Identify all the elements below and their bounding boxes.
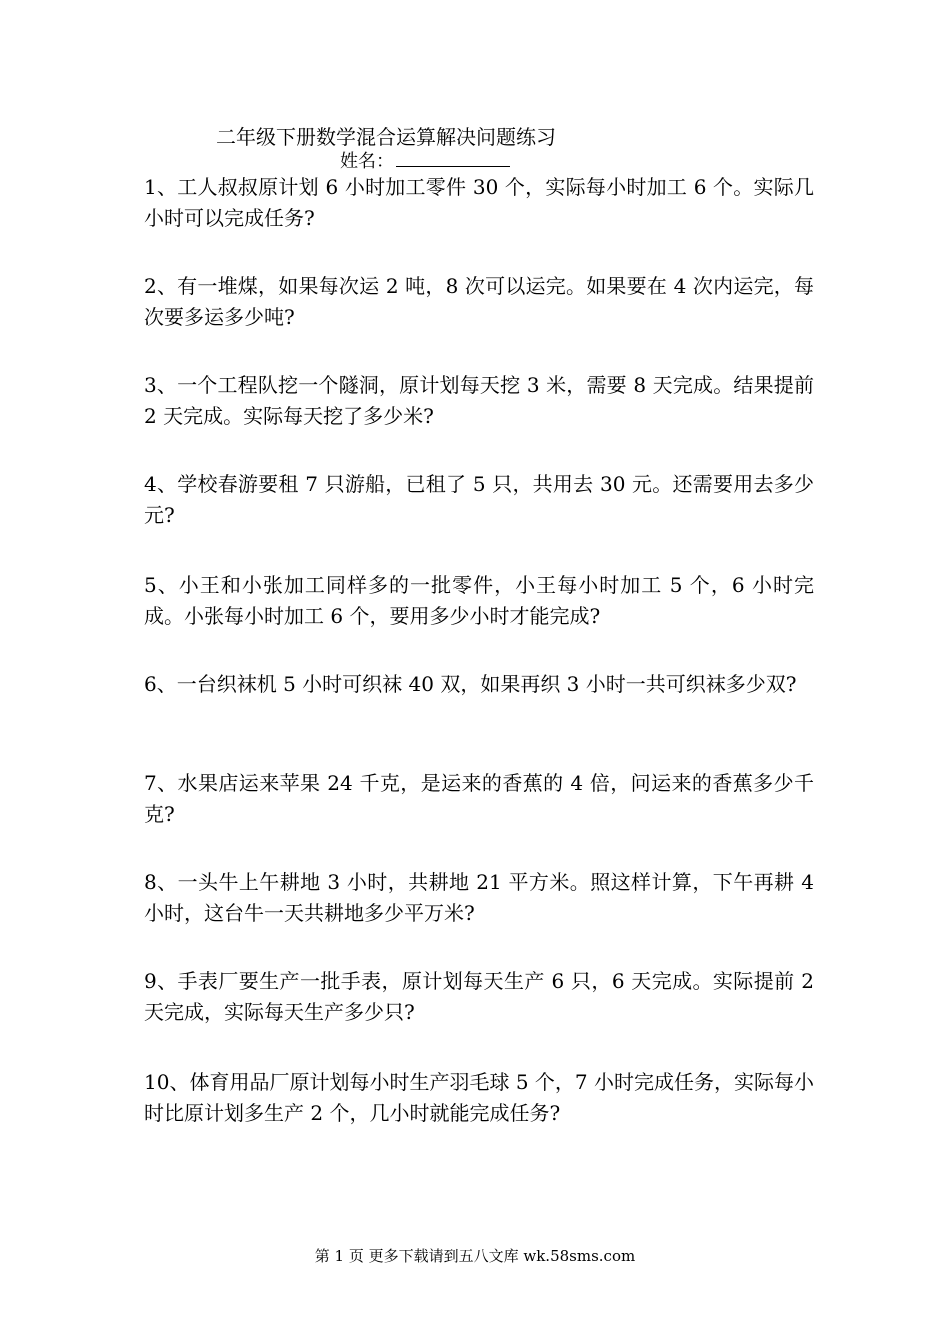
question-7: 7、水果店运来苹果 24 千克，是运来的香蕉的 4 倍，问运来的香蕉多少千克?: [144, 771, 814, 826]
page-title: 二年级下册数学混合运算解决问题练习: [216, 125, 556, 149]
question-6: 6、一台织袜机 5 小时可织袜 40 双，如果再织 3 小时一共可织袜多少双?: [144, 672, 797, 696]
question-3: 3、一个工程队挖一个隧洞，原计划每天挖 3 米，需要 8 天完成。结果提前 2 天完成。实际每天挖了多少米?: [144, 373, 814, 428]
question-2: 2、有一堆煤，如果每次运 2 吨，8 次可以运完。如果要在 4 次内运完，每次要多运多少吨?: [144, 274, 814, 329]
name-field: [340, 148, 510, 174]
question-10: 10、体育用品厂原计划每小时生产羽毛球 5 个，7 小时完成任务，实际每小时比原计划多生产 2 个，几小时就能完成任务?: [144, 1070, 814, 1125]
question-8: 8、一头牛上午耕地 3 小时，共耕地 21 平方米。照这样计算，下午再耕 4 小时，这台牛一天共耕地多少平万米?: [144, 870, 814, 925]
page-footer: 第 1 页 更多下载请到五八文库 wk.58sms.com: [314, 1247, 636, 1265]
question-1: 1、工人叔叔原计划 6 小时加工零件 30 个，实际每小时加工 6 个。实际几小时可以完成任务?: [144, 175, 814, 230]
question-9: 9、手表厂要生产一批手表，原计划每天生产 6 只，6 天完成。实际提前 2 天完成，实际每天生产多少只?: [144, 969, 814, 1024]
question-5: 5、小王和小张加工同样多的一批零件，小王每小时加工 5 个，6 小时完成。小张每小时加工 6 个，要用多少小时才能完成?: [144, 573, 814, 628]
name-blank-line: [396, 148, 510, 167]
name-label: 姓名：: [340, 151, 394, 172]
question-4: 4、学校春游要租 7 只游船，已租了 5 只，共用去 30 元。还需要用去多少元?: [144, 472, 814, 527]
